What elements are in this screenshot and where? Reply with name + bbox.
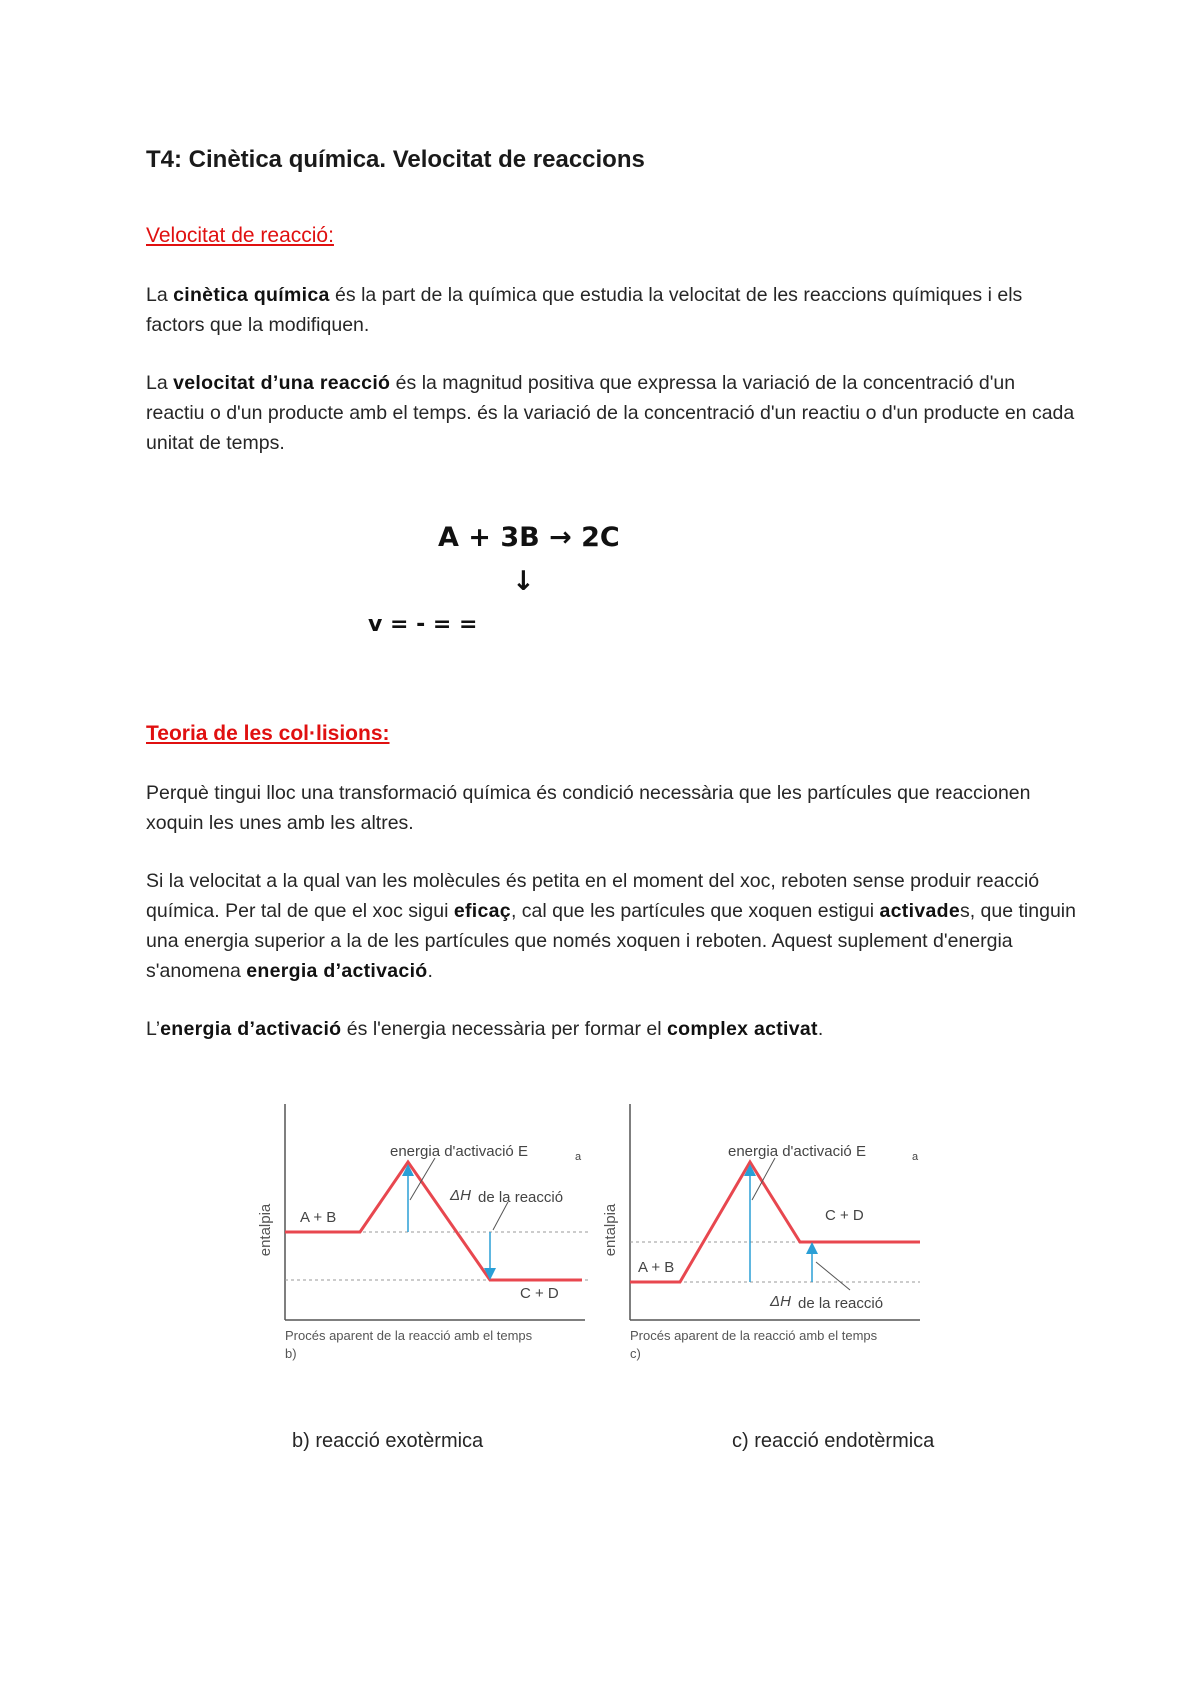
paragraph-chemical-kinetics: La cinètica química és la part de la química que estudia la velocitat de les reaccions químiques i els factors que la modifiquen. [146, 284, 1023, 336]
left-dh-leader [493, 1202, 508, 1230]
term-chemical-kinetics: cinètica química [173, 284, 330, 306]
right-activation-sub: a [912, 1151, 919, 1163]
section-heading-reaction-rate: Velocitat de reacció: [146, 224, 334, 247]
right-activation-label: energia d'activació E [728, 1143, 866, 1160]
term-activated: activade [879, 900, 960, 922]
down-arrow-icon: ↓ [512, 566, 535, 597]
right-y-axis-label: entalpia [602, 1203, 619, 1257]
rate-expression: v = - = = [368, 612, 478, 637]
paragraph-activation-energy: L’energia d’activació és l'energia necessària per formar el complex activat. [146, 1018, 824, 1040]
endothermic-diagram [602, 1104, 920, 1361]
reaction-equation: A + 3B → 2C [438, 522, 620, 553]
paragraph-effective-collision: Si la velocitat a la qual van les molècules és petita en el moment del xoc, reboten sense produir reacció química. Per tal de que el xoc sigui eficaç, cal que les partícules que xoquen estigui activades, que tinguin una energia superior a la de les partícules que només xoquen i reboten. Aquest suplement d'energia s'anomena energia d’activació. [146, 870, 1076, 982]
right-x-axis-label: Procés aparent de la reacció amb el temps [630, 1328, 878, 1343]
caption-endothermic: c) reacció endotèrmica [732, 1430, 935, 1452]
term-activated-complex: complex activat [667, 1018, 818, 1040]
right-products-label: C + D [825, 1207, 864, 1224]
left-dh-suffix: de la reacció [478, 1189, 564, 1206]
right-dh-label: ΔH [770, 1293, 791, 1310]
left-y-axis-label: entalpia [257, 1203, 274, 1257]
left-reactants-label: A + B [300, 1209, 337, 1226]
enthalpy-diagrams-figure [250, 1090, 970, 1380]
right-reactants-label: A + B [638, 1259, 675, 1276]
paragraph-collisions: Perquè tingui lloc una transformació química és condició necessària que les partícules que reaccionen xoquin les unes amb les altres. [146, 782, 1031, 834]
right-dh-suffix: de la reacció [798, 1295, 884, 1312]
right-dh-leader [816, 1262, 850, 1290]
term-activation-energy-2: energia d’activació [160, 1018, 342, 1040]
term-effective: eficaç [453, 900, 511, 922]
section-heading-collision-theory: Teoria de les col·lisions: [146, 722, 390, 745]
left-x-axis-label: Procés aparent de la reacció amb el temps [285, 1328, 533, 1343]
left-dh-label: ΔH [450, 1187, 471, 1204]
exothermic-diagram [257, 1104, 590, 1361]
left-products-label: C + D [520, 1285, 559, 1302]
paragraph-reaction-rate: La velocitat d’una reacció és la magnitud positiva que expressa la variació de la concentració d'un reactiu o d'un producte amb el temps. és la variació de la concentració d'un reactiu o d'un producte en cada unitat de temps. [146, 372, 1075, 454]
caption-exothermic: b) reacció exotèrmica [292, 1430, 484, 1452]
term-reaction-rate: velocitat d’una reacció [173, 372, 391, 394]
left-activation-label: energia d'activació E [390, 1143, 528, 1160]
left-activation-sub: a [575, 1151, 582, 1163]
right-panel-label: c) [630, 1346, 641, 1361]
left-panel-label: b) [285, 1346, 297, 1361]
term-activation-energy: energia d’activació [246, 960, 428, 982]
page-title: T4: Cinètica química. Velocitat de reaccions [146, 146, 645, 173]
